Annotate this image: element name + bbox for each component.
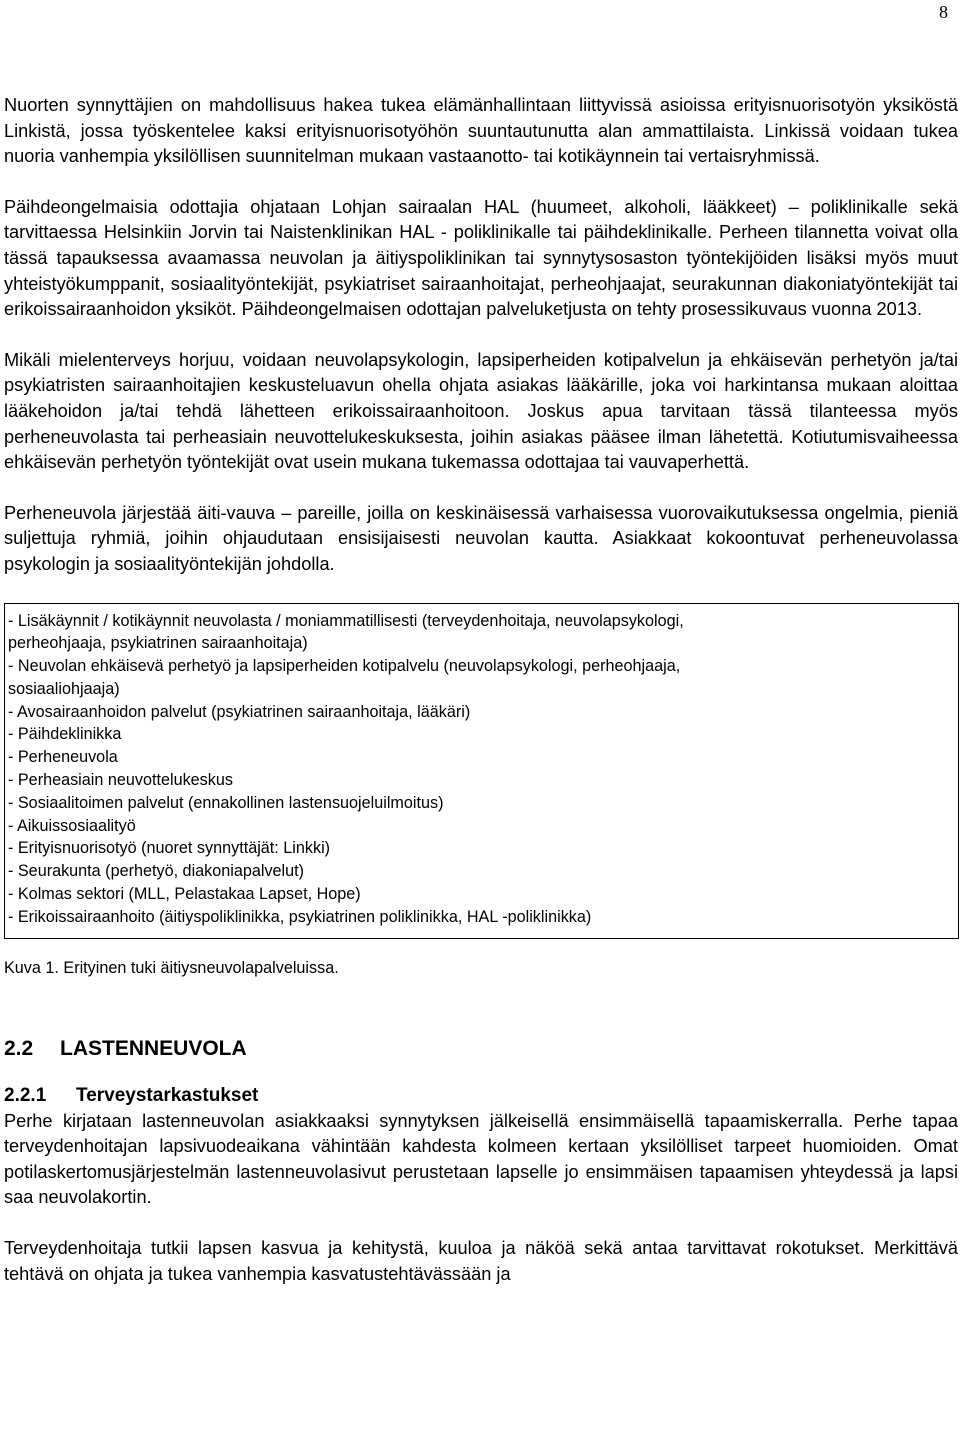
- subsection-heading: [4, 1083, 958, 1109]
- support-services-box: [4, 603, 959, 939]
- subsection-number: 2.2.1: [4, 1084, 47, 1106]
- page-number: 8: [939, 2, 948, 22]
- paragraph-mental-health: Mikäli mielenterveys horjuu, voidaan neuvolapsykologin, lapsiperheiden kotipalvelun ja ehkäisevän perhetyön ja/tai psykiatristen sairaanhoitajien keskusteluavun ohella ohjata asiakas lääkärille, joka voi harkintansa mukaan aloittaa lääkehoidon ja/tai tehdä lähetteen erikoissairaanhoitoon. Joskus apua tarvitaan tässä tilanteessa myös perheneuvolasta tai perheasiain neuvottelukeskuksesta, joihin asiakas pääsee ilman lähetettä. Kotiutumisvaiheessa ehkäisevän perhetyön työntekijät ovat usein mukana tukemassa odottajaa tai vauvaperhettä.: [4, 349, 958, 473]
- box-line: - Kolmas sektori (MLL, Pelastakaa Lapset, Hope): [8, 885, 361, 904]
- paragraph-young-mothers: Nuorten synnyttäjien on mahdollisuus hakea tukea elämänhallintaan liittyvissä asioissa erityisnuorisotyön yksiköstä Linkistä, jossa työskentelee kaksi erityisnuorisotyöhön suuntautunutta alan ammattilaista. Linkissä voidaan tukea nuoria vanhempia yksilöllisen suunnitelman mukaan vastaanotto- tai kotikäynnein tai vertaisryhmissä.: [4, 95, 958, 167]
- box-line: - Erityisnuorisotyö (nuoret synnyttäjät: Linkki): [8, 839, 331, 858]
- paragraph-substance-abuse: Päihdeongelmaisia odottajia ohjataan Lohjan sairaalan HAL (huumeet, alkoholi, lääkkeet) – poliklinikalle sekä tarvittaessa Helsinkiin Jorvin tai Naistenklinikan HAL - poliklinikalle tai päihdeklinikalle. Perheen tilannetta voivat olla tässä tapauksessa avaamassa neuvolan ja äitiyspoliklinikan tai synnytysosaston työntekijöiden lisäksi myös muut yhteistyökumppanit, sosiaalityöntekijät, psykiatriset sairaanhoitajat, perheohjaajat, seurakunnan diakoniatyöntekijät tai erikoissairaanhoidon yksiköt. Päihdeongelmaisen odottajan palveluketjusta on tehty prosessikuvaus vuonna 2013.: [4, 196, 958, 320]
- box-line: sosiaaliohjaaja): [8, 679, 120, 698]
- box-line: - Lisäkäynnit / kotikäynnit neuvolasta / moniammatillisesti (terveydenhoitaja, neuvolapsykologi,: [8, 611, 684, 630]
- box-line: perheohjaaja, psykiatrinen sairaanhoitaja): [8, 634, 308, 653]
- section-heading: [4, 1035, 958, 1063]
- box-line: - Seurakunta (perhetyö, diakoniapalvelut): [8, 862, 305, 881]
- figure-caption: Kuva 1. Erityinen tuki äitiysneuvolapalveluissa.: [4, 958, 339, 977]
- box-line: - Päihdeklinikka: [8, 725, 122, 744]
- section-title: LASTENNEUVOLA: [60, 1036, 247, 1060]
- box-line: - Neuvolan ehkäisevä perhetyö ja lapsiperheiden kotipalvelu (neuvolapsykologi, perheohjaaja,: [8, 657, 681, 676]
- subsection-title: Terveystarkastukset: [76, 1084, 259, 1106]
- paragraph-health-checks: Terveydenhoitaja tutkii lapsen kasvua ja kehitystä, kuuloa ja näköä sekä antaa tarvittavat rokotukset. Merkittävä tehtävä on ohjata ja tukea vanhempia kasvatustehtävässään ja: [4, 1238, 958, 1284]
- paragraph-registration: Perhe kirjataan lastenneuvolan asiakkaaksi synnytyksen jälkeisellä ensimmäisellä tapaamiskerralla. Perhe tapaa terveydenhoitajan lapsivuodeaikana vähintään kahdesta kolmeen kertaan yksilölliset tarpeet huomioiden. Omat potilaskertomusjärjestelmän lastenneuvolasivut perustetaan lapselle jo ensimmäisen tapaamisen yhteydessä ja lapsi saa neuvolakortin.: [4, 1110, 958, 1208]
- box-line: - Aikuissosiaalityö: [8, 816, 136, 835]
- document-body: [4, 93, 958, 1287]
- box-line: - Perheneuvola: [8, 748, 118, 767]
- box-line: - Sosiaalitoimen palvelut (ennakollinen lastensuojeluilmoitus): [8, 793, 444, 812]
- box-line: - Erikoissairaanhoito (äitiyspoliklinikka, psykiatrinen poliklinikka, HAL -poliklinikka): [8, 907, 592, 926]
- section-number: 2.2: [4, 1036, 34, 1060]
- box-line: - Avosairaanhoidon palvelut (psykiatrinen sairaanhoitaja, lääkäri): [8, 702, 471, 721]
- box-line: - Perheasiain neuvottelukeskus: [8, 771, 233, 790]
- paragraph-family-counseling: Perheneuvola järjestää äiti-vauva – pareille, joilla on keskinäisessä varhaisessa vuorovaikutuksessa ongelmia, pieniä suljettuja ryhmiä, joihin ohjaudutaan ensisijaisesti neuvolan kautta. Asiakkaat kokoontuvat perheneuvolassa psykologin ja sosiaalityöntekijän johdolla.: [4, 502, 958, 574]
